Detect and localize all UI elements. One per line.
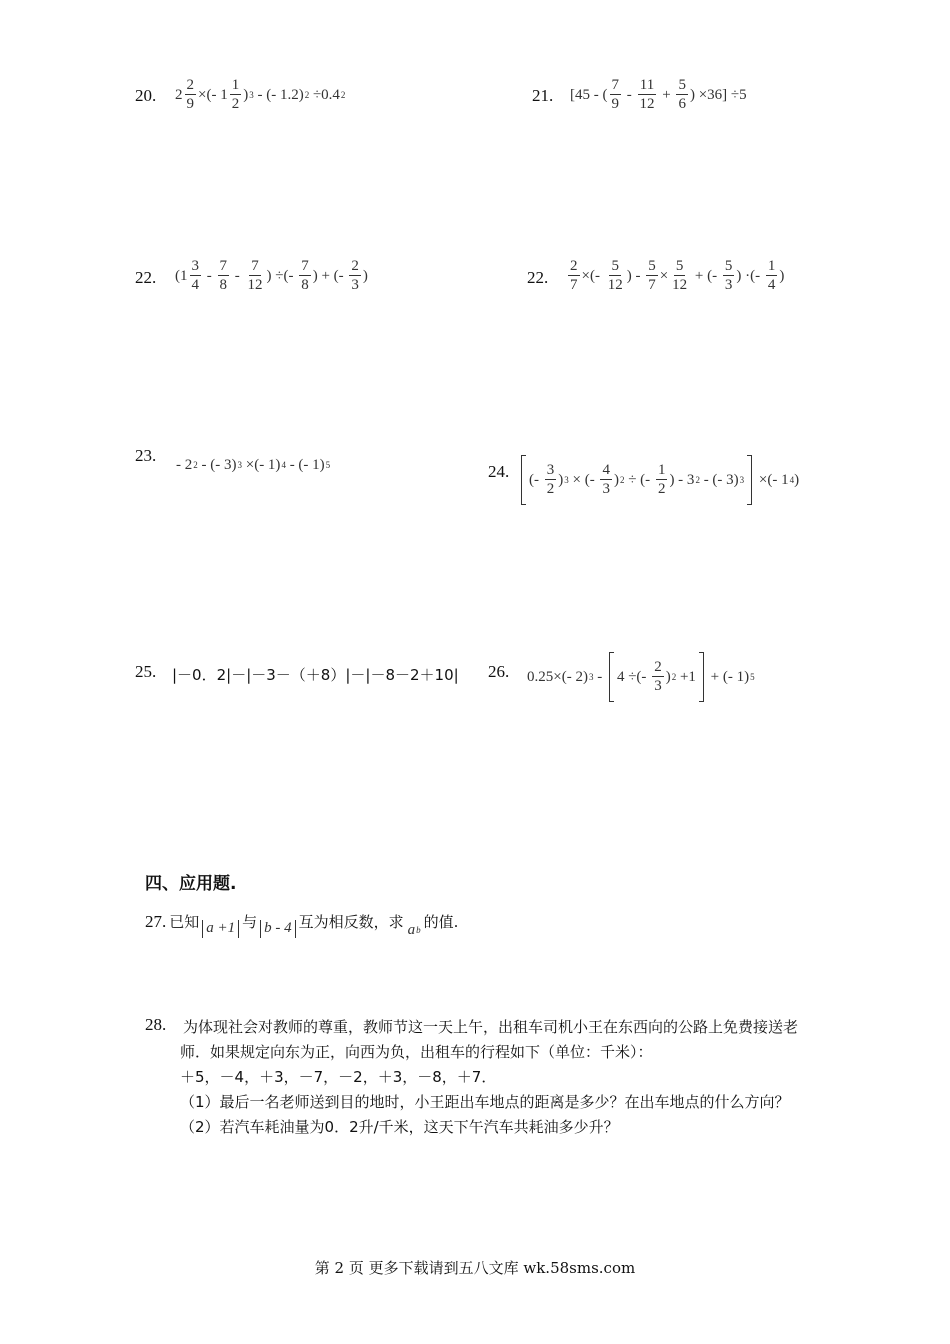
problem-25-expression: |－0．2|－|－3－（＋8）|－|－8－2＋10|: [172, 666, 459, 684]
problem-27: 27. 已知 a +1 与 b - 4 互为相反数，求 a b 的值.: [145, 911, 459, 938]
power-expression: a b: [407, 922, 421, 938]
problem-22a-number: 22.: [135, 268, 157, 287]
problem-22a-expression: (1 $\frac{3}{4}$ - $\frac{7}{8}$ - $\frac{7}{12}$ ) ÷(- $\frac{7}{8}$ ) + (- $\frac{2}{3}$ ): [175, 258, 368, 293]
problem-28-line-1: 为体现社会对教师的尊重，教师节这一天上午，出租车司机小王在东西向的公路上免费接送老: [183, 1018, 799, 1036]
problem-24-number: 24.: [488, 462, 510, 481]
problem-26-expression: 0.25×(- 2) 3 - 4 ÷(- $\frac{2}{3}$ ) 2 +1 + (- 1) 5: [527, 652, 755, 702]
problem-22b-number: 22.: [527, 268, 549, 287]
right-bracket: [699, 652, 704, 702]
problem-25-number: 25.: [135, 662, 157, 681]
section-heading: 四、应用题.: [145, 874, 237, 894]
problem-23-expression: - 2 2 - (- 3) 3 ×(- 1) 4 - (- 1) 5: [176, 457, 331, 473]
abs-expression-1: a +1: [199, 920, 242, 938]
problem-20-number: 20.: [135, 86, 157, 105]
left-bracket: [609, 652, 614, 702]
problem-24-expression: (- $\frac{3}{2}$ ) 3 × (- $\frac{4}{3}$ ) 2 ÷ (- $\frac{1}{2}$ ) - 3 2 - (- 3) 3 ×(- 1 4 ): [518, 455, 799, 505]
problem-28-line-3: ＋5，－4，＋3，－7，－2，＋3，－8，＋7．: [180, 1068, 497, 1086]
right-bracket: [747, 455, 752, 505]
abs-expression-2: b - 4: [257, 920, 299, 938]
problem-23-number: 23.: [135, 446, 157, 465]
page-footer: 第 2 页 更多下载请到五八文库 wk.58sms.com: [314, 1259, 636, 1277]
problem-26-number: 26.: [488, 662, 510, 681]
problem-27-number: 27.: [145, 911, 167, 931]
problem-28-question-2: （2）若汽车耗油量为0．2升/千米，这天下午汽车共耗油多少升？: [180, 1118, 619, 1136]
problem-21-number: 21.: [532, 86, 554, 105]
problem-28-number: 28.: [145, 1015, 167, 1034]
problem-22b-expression: $\frac{2}{7}$ ×(- $\frac{5}{12}$ ) - $\frac{5}{7}$ × $\frac{5}{12}$ + (- $\frac{5}{3}$ ) ·(- $\frac{1}{4}$ ): [570, 258, 785, 293]
problem-28-line-2: 师．如果规定向东为正，向西为负，出租车的行程如下（单位：千米）：: [180, 1043, 653, 1061]
left-bracket: [521, 455, 526, 505]
problem-21-expression: [45 - ( $\frac{7}{9}$ - $\frac{11}{12}$ + $\frac{5}{6}$ ) ×36] ÷5: [570, 77, 747, 112]
problem-28-question-1: （1）最后一名老师送到目的地时，小王距出车地点的距离是多少？在出车地点的什么方向？: [180, 1093, 790, 1111]
problem-20-expression: 2 $\frac{2}{9}$ ×(- 1 $\frac{1}{2}$ ) 3 - (- 1.2) 2 ÷0.4 2: [175, 77, 346, 112]
